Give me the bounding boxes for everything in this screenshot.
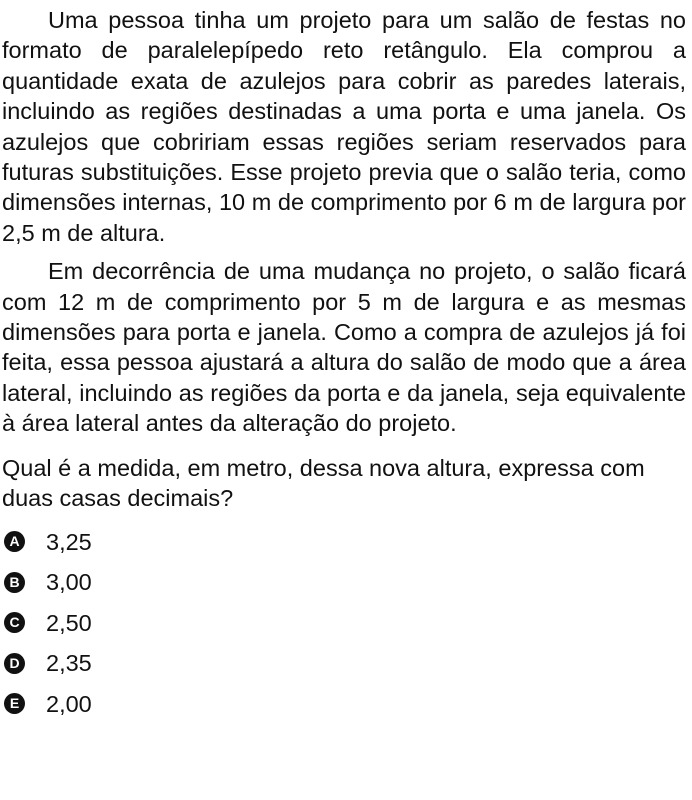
option-d[interactable]: [2, 643, 686, 684]
answer-options: [2, 522, 686, 725]
option-b-value: 3,00: [46, 569, 92, 596]
option-b-letter-badge: B: [4, 572, 25, 593]
option-d-value: 2,35: [46, 650, 92, 677]
option-e-value: 2,00: [46, 690, 92, 717]
option-a-letter-badge: A: [4, 531, 25, 552]
option-c[interactable]: [2, 603, 686, 644]
statement-paragraph-2: Em decorrência de uma mudança no projeto, o salão ficará com 12 m de comprimento por 5 m de largura e as mesmas dimensões para porta e janela. Como a compra de azulejos já foi feita, essa pessoa ajustará a altura do salão de modo que a área lateral, incluindo as regiões da porta e da janela, seja equivalente à área lateral antes da alteração do projeto.: [2, 258, 686, 437]
option-e[interactable]: [2, 684, 686, 725]
option-c-letter-badge: C: [4, 612, 25, 633]
option-b[interactable]: [2, 562, 686, 603]
option-a[interactable]: [2, 522, 686, 563]
question-document: [2, 5, 686, 724]
statement-paragraph-1: Uma pessoa tinha um projeto para um salão de festas no formato de paralelepípedo reto retângulo. Ela comprou a quantidade exata de azulejos para cobrir as paredes laterais, incluindo as regiões destinadas a uma porta e uma janela. Os azulejos que cobririam essas regiões seriam reservados para futuras substituições. Esse projeto previa que o salão teria, como dimensões internas, 10 m de comprimento por 6 m de largura por 2,5 m de altura.: [2, 7, 686, 246]
question-prompt: Qual é a medida, em metro, dessa nova altura, expressa com duas casas decimais?: [2, 454, 645, 512]
option-c-value: 2,50: [46, 609, 92, 636]
option-a-value: 3,25: [46, 528, 92, 555]
option-d-letter-badge: D: [4, 653, 25, 674]
option-e-letter-badge: E: [4, 693, 25, 714]
